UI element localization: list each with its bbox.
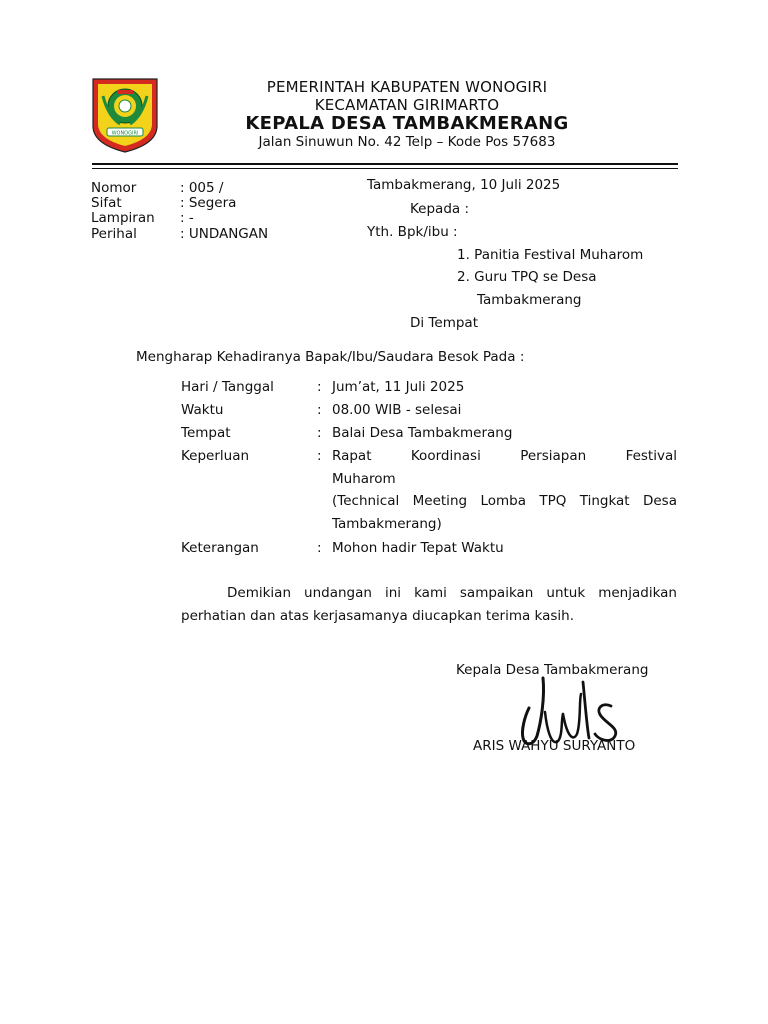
keperluan-colon: : — [317, 448, 322, 464]
keperluan-label: Keperluan — [181, 448, 250, 464]
recipient-item-2: 2. Guru TPQ se Desa — [457, 269, 597, 285]
keterangan-value: Mohon hadir Tepat Waktu — [332, 540, 504, 556]
keterangan-label: Keterangan — [181, 540, 259, 556]
letterhead-divider-thick — [92, 163, 678, 165]
keperluan-line-2: Muharom — [332, 471, 396, 487]
tempat-label: Tempat — [181, 425, 231, 441]
keperluan-line-3: (Technical Meeting Lomba TPQ Tingkat Desa — [332, 493, 677, 509]
nomor-label: Nomor — [91, 180, 137, 196]
hari-label: Hari / Tanggal — [181, 379, 274, 395]
tempat-value: Balai Desa Tambakmerang — [332, 425, 513, 441]
waktu-colon: : — [317, 402, 322, 418]
waktu-value: 08.00 WIB - selesai — [332, 402, 462, 418]
tempat-colon: : — [317, 425, 322, 441]
signature-title: Kepala Desa Tambakmerang — [456, 662, 649, 678]
letterhead-address: Jalan Sinuwun No. 42 Telp – Kode Pos 57683 — [258, 134, 556, 150]
hari-colon: : — [317, 379, 322, 395]
place-date: Tambakmerang, 10 Juli 2025 — [367, 177, 561, 193]
lampiran-label: Lampiran — [91, 210, 155, 226]
perihal-label: Perihal — [91, 226, 137, 242]
letterhead-subdistrict: KECAMATAN GIRIMARTO — [314, 96, 500, 114]
recipient-item-1: 1. Panitia Festival Muharom — [457, 247, 644, 263]
hari-value: Jum’at, 11 Juli 2025 — [332, 379, 465, 395]
closing-line-1: Demikian undangan ini kami sampaikan untuk menjadikan — [227, 585, 677, 601]
keperluan-line-4: Tambakmerang) — [332, 516, 442, 532]
kepada-label: Kepada : — [410, 201, 470, 217]
keterangan-colon: : — [317, 540, 322, 556]
closing-line-2: perhatian dan atas kerjasamanya diucapkan terima kasih. — [181, 608, 575, 624]
regency-emblem-logo — [90, 76, 160, 154]
signatory-name: ARIS WAHYU SURYANTO — [473, 738, 636, 754]
perihal-value: : UNDANGAN — [180, 226, 269, 242]
svg-text:WONOGIRI: WONOGIRI — [111, 130, 139, 137]
waktu-label: Waktu — [181, 402, 224, 418]
nomor-value: : 005 / — [180, 180, 224, 196]
letterhead-divider-thin — [92, 168, 678, 169]
letterhead-title: KEPALA DESA TAMBAKMERANG — [245, 113, 569, 134]
yth-label: Yth. Bpk/ibu : — [367, 224, 458, 240]
sifat-label: Sifat — [91, 195, 122, 211]
opening-sentence: Mengharap Kehadiranya Bapak/Ibu/Saudara Besok Pada : — [136, 349, 525, 365]
recipient-item-2-continued: Tambakmerang — [477, 292, 582, 308]
letterhead-government: PEMERINTAH KABUPATEN WONOGIRI — [266, 78, 548, 96]
keperluan-line-1: Rapat Koordinasi Persiapan Festival — [332, 448, 677, 464]
di-tempat: Di Tempat — [410, 315, 478, 331]
sifat-value: : Segera — [180, 195, 237, 211]
lampiran-value: : - — [180, 210, 194, 226]
